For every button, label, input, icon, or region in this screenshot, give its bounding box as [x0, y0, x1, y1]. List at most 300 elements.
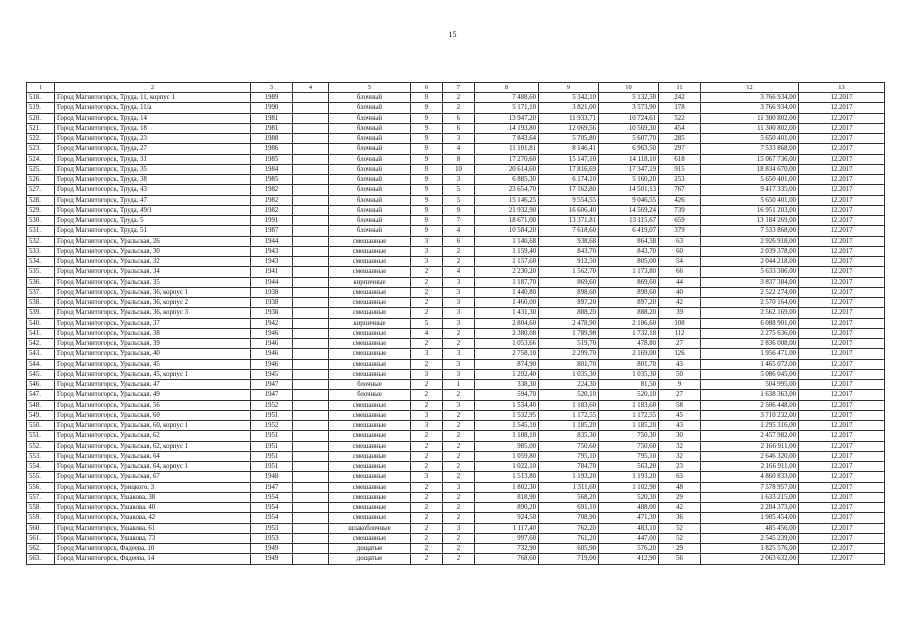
table-cell: 12.2017: [799, 451, 885, 461]
table-cell: 23 654,70: [475, 185, 539, 195]
table-cell: 2: [443, 503, 475, 513]
table-cell: 2 299,70: [539, 349, 599, 359]
table-cell: 7 488,60: [475, 93, 539, 103]
table-cell: 526.: [27, 175, 55, 185]
table-cell: 543.: [27, 349, 55, 359]
table-cell: 1948: [251, 472, 293, 482]
table-cell: 518.: [27, 93, 55, 103]
table-row: [27, 113, 885, 123]
table-cell: 9: [659, 380, 701, 390]
table-cell: 719,00: [539, 554, 599, 564]
table-cell: 557.: [27, 492, 55, 502]
table-cell: 2 380,08: [475, 328, 539, 338]
table-cell: 555.: [27, 472, 55, 482]
table-cell: 12.2017: [799, 175, 885, 185]
table-cell: 2: [411, 462, 443, 472]
table-cell: Город Магнитогорск, Ушакова, 40: [55, 503, 251, 513]
table-cell: 60: [659, 246, 701, 256]
table-cell: 1 311,60: [539, 482, 599, 492]
table-cell: 1986: [251, 144, 293, 154]
table-cell: [293, 185, 329, 195]
table-cell: [293, 298, 329, 308]
table-cell: 9: [411, 113, 443, 123]
table-cell: 12.2017: [799, 390, 885, 400]
table-cell: 224,30: [539, 380, 599, 390]
table-cell: 1989: [251, 93, 293, 103]
table-row: [27, 503, 885, 513]
table-cell: блочный: [329, 123, 411, 133]
table-cell: 29: [659, 544, 701, 554]
table-cell: смешанные: [329, 246, 411, 256]
table-cell: блочный: [329, 185, 411, 195]
table-cell: [293, 154, 329, 164]
table-cell: Город Магнитогорск, Ушакова, 38: [55, 492, 251, 502]
table-cell: Город Магнитогорск, Труда, 35: [55, 164, 251, 174]
table-cell: 532.: [27, 236, 55, 246]
table-cell: 1 185,20: [539, 421, 599, 431]
table-cell: 2: [443, 246, 475, 256]
table-cell: 1 159,40: [475, 246, 539, 256]
table-cell: 691,10: [539, 503, 599, 513]
table-cell: 12.2017: [799, 267, 885, 277]
table-cell: 3: [443, 523, 475, 533]
table-cell: 2: [443, 544, 475, 554]
table-cell: смешанные: [329, 267, 411, 277]
table-cell: Город Магнитогорск, Труда, 38: [55, 175, 251, 185]
table-cell: 1 108,10: [475, 431, 539, 441]
table-cell: смешанные: [329, 308, 411, 318]
table-cell: 784,70: [539, 462, 599, 472]
table-cell: 520,10: [539, 390, 599, 400]
table-cell: [293, 554, 329, 564]
table-cell: Город Магнитогорск, Уральская, 67: [55, 472, 251, 482]
table-cell: 12.2017: [799, 277, 885, 287]
table-cell: 4: [443, 144, 475, 154]
table-cell: блочный: [329, 216, 411, 226]
table-cell: 561.: [27, 533, 55, 543]
table-cell: 1 193,20: [539, 472, 599, 482]
table-row: [27, 328, 885, 338]
table-cell: 545.: [27, 369, 55, 379]
table-cell: 1944: [251, 236, 293, 246]
table-cell: 3 573,90: [599, 103, 659, 113]
table-cell: 338,30: [475, 380, 539, 390]
table-cell: 1 172,55: [539, 410, 599, 420]
table-cell: 7: [443, 216, 475, 226]
table-cell: 9: [411, 185, 443, 195]
table-cell: 1 532,95: [475, 410, 539, 420]
table-cell: 874,90: [475, 359, 539, 369]
table-cell: 21 932,90: [475, 205, 539, 215]
table-cell: смешанные: [329, 492, 411, 502]
table-cell: 11 101,81: [475, 144, 539, 154]
table-cell: [293, 216, 329, 226]
table-cell: 888,20: [539, 308, 599, 318]
table-cell: Город Магнитогорск, Уральская, 45, корпус 1: [55, 369, 251, 379]
table-cell: 13 947,20: [475, 113, 539, 123]
table-cell: 1982: [251, 185, 293, 195]
table-cell: 12.2017: [799, 462, 885, 472]
table-cell: 1985: [251, 175, 293, 185]
table-row: [27, 205, 885, 215]
table-cell: 2: [411, 441, 443, 451]
table-cell: 1 053,66: [475, 339, 539, 349]
table-cell: 66: [659, 267, 701, 277]
table-cell: 1987: [251, 226, 293, 236]
table-cell: 553.: [27, 451, 55, 461]
table-cell: смешанные: [329, 257, 411, 267]
table-cell: 12.2017: [799, 554, 885, 564]
table-row: [27, 164, 885, 174]
table-cell: 12.2017: [799, 226, 885, 236]
table-cell: 44: [659, 277, 701, 287]
table-cell: 1946: [251, 359, 293, 369]
table-cell: 3 766 934,00: [701, 103, 799, 113]
table-cell: 9: [411, 205, 443, 215]
table-cell: 2 039 378,00: [701, 246, 799, 256]
table-cell: 12.2017: [799, 154, 885, 164]
table-cell: блочный: [329, 164, 411, 174]
table-cell: [293, 462, 329, 472]
table-cell: [293, 287, 329, 297]
table-cell: 5 650 401,00: [701, 195, 799, 205]
table-cell: [293, 431, 329, 441]
table-cell: Город Магнитогорск, Труда, 18: [55, 123, 251, 133]
table-cell: 5: [443, 195, 475, 205]
table-cell: 558.: [27, 503, 55, 513]
table-cell: 1943: [251, 246, 293, 256]
table-cell: 126: [659, 349, 701, 359]
table-cell: 1951: [251, 410, 293, 420]
table-cell: 1 117,40: [475, 523, 539, 533]
table-row: [27, 154, 885, 164]
table-cell: [293, 533, 329, 543]
table-cell: 2: [443, 421, 475, 431]
table-row: [27, 339, 885, 349]
table-row: [27, 390, 885, 400]
table-cell: 9: [411, 226, 443, 236]
table-cell: 563.: [27, 554, 55, 564]
table-cell: [293, 205, 329, 215]
table-cell: [293, 359, 329, 369]
table-cell: 750,30: [599, 431, 659, 441]
table-cell: 938,68: [539, 236, 599, 246]
table-cell: 285: [659, 134, 701, 144]
table-cell: 2 478,90: [539, 318, 599, 328]
table-cell: 1 545,10: [475, 421, 539, 431]
table-cell: 447,00: [599, 533, 659, 543]
table-cell: 17 270,60: [475, 154, 539, 164]
table-cell: 538.: [27, 298, 55, 308]
table-cell: 2: [443, 410, 475, 420]
table-cell: блочный: [329, 175, 411, 185]
table-cell: 42: [659, 298, 701, 308]
table-cell: 1985: [251, 154, 293, 164]
table-cell: Город Магнитогорск, Фадеева, 10: [55, 544, 251, 554]
table-cell: 869,60: [539, 277, 599, 287]
table-cell: 1954: [251, 503, 293, 513]
table-cell: [293, 482, 329, 492]
table-cell: смешанные: [329, 369, 411, 379]
table-cell: 112: [659, 328, 701, 338]
table-cell: 2: [411, 339, 443, 349]
table-cell: 3: [411, 349, 443, 359]
table-cell: 843,70: [539, 246, 599, 256]
table-cell: 3: [411, 246, 443, 256]
table-cell: 18 834 670,00: [701, 164, 799, 174]
table-cell: 5 705,80: [539, 134, 599, 144]
table-cell: 178: [659, 103, 701, 113]
table-body: [27, 83, 885, 565]
table-cell: Город Магнитогорск, Труда, 11, корпус 1: [55, 93, 251, 103]
table-cell: 3: [443, 277, 475, 287]
table-cell: [293, 492, 329, 502]
table-cell: 732,90: [475, 544, 539, 554]
table-cell: 9: [411, 103, 443, 113]
table-cell: 1952: [251, 400, 293, 410]
table-cell: 12.2017: [799, 482, 885, 492]
table-cell: 539.: [27, 308, 55, 318]
table-cell: 2: [411, 359, 443, 369]
table-cell: 519,70: [539, 339, 599, 349]
table-cell: 52: [659, 533, 701, 543]
table-cell: 2: [411, 400, 443, 410]
table-cell: 3 710 232,00: [701, 410, 799, 420]
table-cell: 43: [659, 359, 701, 369]
table-cell: 12.2017: [799, 421, 885, 431]
table-cell: 708,90: [539, 513, 599, 523]
table-cell: Город Магнитогорск, Уральская, 60: [55, 410, 251, 420]
table-cell: [293, 400, 329, 410]
table-cell: 1949: [251, 554, 293, 564]
column-number-cell: 3: [251, 83, 293, 93]
table-cell: 10 584,20: [475, 226, 539, 236]
column-number-row: [27, 83, 885, 93]
table-cell: 4: [443, 267, 475, 277]
table-cell: 1 172,55: [599, 410, 659, 420]
table-cell: 1988: [251, 134, 293, 144]
column-number-cell: 9: [539, 83, 599, 93]
table-cell: [293, 349, 329, 359]
table-cell: 548.: [27, 400, 55, 410]
table-cell: Город Магнитогорск, Уральская, 32: [55, 257, 251, 267]
table-row: [27, 400, 885, 410]
table-cell: 27: [659, 390, 701, 400]
table-row: [27, 226, 885, 236]
table-cell: 9: [411, 144, 443, 154]
table-cell: 1 802,30: [475, 482, 539, 492]
table-cell: 9: [411, 175, 443, 185]
table-cell: 4: [411, 328, 443, 338]
table-cell: 1 102,90: [599, 482, 659, 492]
table-cell: 897,20: [539, 298, 599, 308]
table-cell: [293, 410, 329, 420]
table-cell: 2: [411, 482, 443, 492]
table-cell: 43: [659, 421, 701, 431]
table-cell: 483,10: [599, 523, 659, 533]
table-cell: 12.2017: [799, 287, 885, 297]
table-cell: 2: [443, 93, 475, 103]
table-cell: блочный: [329, 226, 411, 236]
table-cell: 2 166 911,00: [701, 441, 799, 451]
table-row: [27, 472, 885, 482]
table-cell: 520.: [27, 113, 55, 123]
table-row: [27, 257, 885, 267]
table-cell: 253: [659, 175, 701, 185]
table-cell: 5: [411, 318, 443, 328]
table-cell: 2 758,10: [475, 349, 539, 359]
table-row: [27, 482, 885, 492]
table-cell: 520,30: [599, 492, 659, 502]
table-cell: 750,60: [599, 441, 659, 451]
table-cell: [293, 513, 329, 523]
table-cell: Город Магнитогорск, Уральская, 36, корпус 2: [55, 298, 251, 308]
table-cell: 1947: [251, 482, 293, 492]
table-cell: кирпичные: [329, 318, 411, 328]
table-row: [27, 513, 885, 523]
table-cell: 1 187,70: [475, 277, 539, 287]
table-cell: смешанные: [329, 441, 411, 451]
table-cell: 297: [659, 144, 701, 154]
table-cell: 2 522 274,00: [701, 287, 799, 297]
table-cell: 5 607,70: [599, 134, 659, 144]
table-cell: 1 183,60: [599, 400, 659, 410]
table-cell: 1946: [251, 339, 293, 349]
table-cell: 12.2017: [799, 134, 885, 144]
table-row: [27, 431, 885, 441]
table-row: [27, 410, 885, 420]
table-cell: [293, 175, 329, 185]
table-cell: 12.2017: [799, 308, 885, 318]
table-cell: 2: [443, 431, 475, 441]
table-cell: 15 147,10: [539, 154, 599, 164]
table-cell: 2 545 239,00: [701, 533, 799, 543]
table-cell: 1 440,80: [475, 287, 539, 297]
table-cell: 1982: [251, 195, 293, 205]
table-cell: 1 905 454,00: [701, 513, 799, 523]
table-cell: [293, 103, 329, 113]
table-cell: 3: [443, 349, 475, 359]
table-cell: 2 646 320,00: [701, 451, 799, 461]
table-cell: Город Магнитогорск, Уральская, 49: [55, 390, 251, 400]
table-cell: 605,90: [539, 544, 599, 554]
table-cell: 5 650 401,00: [701, 134, 799, 144]
table-cell: 12 069,56: [539, 123, 599, 133]
table-cell: 12.2017: [799, 113, 885, 123]
table-cell: 528.: [27, 195, 55, 205]
table-cell: 2: [411, 554, 443, 564]
table-cell: 795,10: [599, 451, 659, 461]
table-cell: 242: [659, 93, 701, 103]
table-cell: 12.2017: [799, 544, 885, 554]
table-cell: 1 638 363,00: [701, 390, 799, 400]
table-cell: [293, 339, 329, 349]
table-cell: Город Магнитогорск, Труда, 31: [55, 154, 251, 164]
table-cell: смешанные: [329, 328, 411, 338]
table-cell: 1 633 215,00: [701, 492, 799, 502]
table-cell: 478,80: [599, 339, 659, 349]
table-cell: 2 044 218,00: [701, 257, 799, 267]
table-cell: 2 230,20: [475, 267, 539, 277]
table-cell: 488,00: [599, 503, 659, 513]
table-cell: 9: [411, 216, 443, 226]
table-cell: Город Магнитогорск, Уральская, 36, корпус 1: [55, 287, 251, 297]
table-cell: [293, 195, 329, 205]
table-cell: 551.: [27, 431, 55, 441]
table-cell: 576,20: [599, 544, 659, 554]
table-cell: смешанные: [329, 451, 411, 461]
table-cell: 2: [443, 328, 475, 338]
table-cell: [293, 369, 329, 379]
table-cell: 1990: [251, 103, 293, 113]
column-number-cell: 11: [659, 83, 701, 93]
table-cell: 485 456,00: [701, 523, 799, 533]
table-row: [27, 451, 885, 461]
column-number-cell: 5: [329, 83, 411, 93]
table-cell: 2: [443, 103, 475, 113]
table-cell: 1951: [251, 441, 293, 451]
table-cell: 1942: [251, 318, 293, 328]
table-cell: [293, 134, 329, 144]
table-cell: 39: [659, 308, 701, 318]
page-number: 15: [448, 30, 457, 39]
table-cell: 12.2017: [799, 533, 885, 543]
table-cell: 12.2017: [799, 257, 885, 267]
table-cell: 6 963,50: [599, 144, 659, 154]
table-cell: 2: [443, 462, 475, 472]
table-cell: 2 926 918,00: [701, 236, 799, 246]
column-number-cell: 7: [443, 83, 475, 93]
table-cell: [293, 277, 329, 287]
table-cell: Город Магнитогорск, Уральская, 37: [55, 318, 251, 328]
table-cell: 898,60: [599, 287, 659, 297]
table-cell: 1954: [251, 513, 293, 523]
table-cell: 2: [443, 492, 475, 502]
table-cell: 12.2017: [799, 164, 885, 174]
column-number-cell: 10: [599, 83, 659, 93]
table-cell: 4: [443, 226, 475, 236]
table-cell: [293, 544, 329, 554]
table-cell: 15 067 736,00: [701, 154, 799, 164]
table-cell: 2 506 448,00: [701, 400, 799, 410]
table-cell: 1 431,30: [475, 308, 539, 318]
table-cell: 11 300 802,00: [701, 123, 799, 133]
table-cell: 12.2017: [799, 93, 885, 103]
table-cell: 1981: [251, 113, 293, 123]
table-cell: 1 185,20: [599, 421, 659, 431]
table-cell: 2: [411, 308, 443, 318]
table-cell: Город Магнитогорск, Труда, 11/а: [55, 103, 251, 113]
table-cell: 556.: [27, 482, 55, 492]
table-cell: 1 059,80: [475, 451, 539, 461]
table-cell: 63: [659, 236, 701, 246]
table-cell: 3: [411, 421, 443, 431]
table-cell: 559.: [27, 513, 55, 523]
table-cell: 14 501,13: [599, 185, 659, 195]
table-cell: 3: [443, 308, 475, 318]
table-cell: 1 789,98: [539, 328, 599, 338]
table-cell: 1943: [251, 257, 293, 267]
table-cell: 521.: [27, 123, 55, 133]
table-cell: 12.2017: [799, 216, 885, 226]
table-cell: смешанные: [329, 472, 411, 482]
table-cell: 869,60: [599, 277, 659, 287]
table-cell: 1945: [251, 369, 293, 379]
table-cell: 1946: [251, 349, 293, 359]
table-cell: 6 174,10: [539, 175, 599, 185]
table-cell: 9: [411, 93, 443, 103]
table-cell: 1 173,80: [599, 267, 659, 277]
